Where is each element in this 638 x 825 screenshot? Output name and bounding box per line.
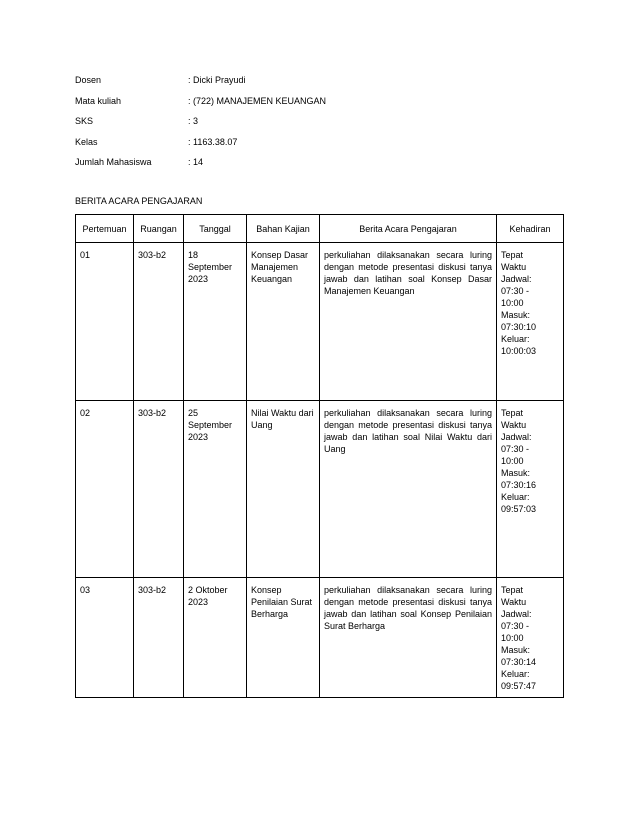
kehadiran-line: 07:30:16: [501, 480, 537, 490]
kehadiran-line: Keluar:: [501, 669, 530, 679]
info-value: : 14: [188, 157, 204, 167]
header-bahan-kajian: Bahan Kajian: [247, 215, 320, 243]
kehadiran-line: 10:00: [501, 456, 524, 466]
info-value: : 1163.38.07: [188, 136, 238, 147]
teaching-report-table: [75, 214, 564, 698]
cell-bahan-kajian: Konsep Penilaian Surat Berharga: [247, 578, 320, 698]
cell-kehadiran: [497, 578, 564, 698]
info-label: Jumlah Mahasiswa: [75, 157, 152, 167]
cell-ruangan: 303-b2: [134, 401, 184, 578]
info-row-kelas: [75, 137, 555, 158]
info-value: : (722) MANAJEMEN KEUANGAN: [188, 95, 327, 106]
cell-tanggal: 18 September 2023: [184, 243, 247, 401]
kehadiran-line: 10:00: [501, 298, 524, 308]
info-value: : 3: [188, 116, 199, 126]
kehadiran-line: 07:30 -: [501, 444, 530, 454]
kehadiran-line: Tepat: [501, 408, 524, 418]
kehadiran-line: 09:57:47: [501, 681, 537, 691]
cell-ruangan: 303-b2: [134, 578, 184, 698]
kehadiran-line: Masuk:: [501, 645, 531, 655]
header-pertemuan: Pertemuan: [76, 215, 134, 243]
kehadiran-line: Waktu: [501, 597, 527, 607]
header-berita-acara: Berita Acara Pengajaran: [320, 215, 497, 243]
cell-pertemuan: 02: [76, 401, 134, 578]
kehadiran-line: Jadwal:: [501, 609, 532, 619]
kehadiran-line: Waktu: [501, 262, 527, 272]
info-label: Mata kuliah: [75, 95, 122, 106]
cell-berita-acara: perkuliahan dilaksanakan secara luring dengan metode presentasi diskusi tanya jawab dan latihan soal Konsep Penilaian Surat Berharga: [320, 578, 497, 698]
info-row-jumlah-mahasiswa: [75, 157, 555, 178]
kehadiran-line: Masuk:: [501, 310, 531, 320]
kehadiran-line: Keluar:: [501, 492, 530, 502]
table-header-row: [76, 215, 564, 243]
info-value: : Dicki Prayudi: [188, 75, 246, 85]
info-row-mata-kuliah: [75, 96, 555, 117]
kehadiran-line: 09:57:03: [501, 504, 537, 514]
cell-pertemuan: 03: [76, 578, 134, 698]
course-info: [75, 75, 555, 178]
cell-bahan-kajian: Nilai Waktu dari Uang: [247, 401, 320, 578]
kehadiran-line: 07:30 -: [501, 286, 530, 296]
table-row: [76, 578, 564, 698]
cell-kehadiran: [497, 243, 564, 401]
cell-ruangan: 303-b2: [134, 243, 184, 401]
kehadiran-line: 07:30:10: [501, 322, 537, 332]
info-row-dosen: [75, 75, 555, 96]
header-ruangan: Ruangan: [134, 215, 184, 243]
kehadiran-line: 10:00:03: [501, 346, 537, 356]
kehadiran-line: 07:30 -: [501, 621, 530, 631]
kehadiran-line: Jadwal:: [501, 432, 532, 442]
section-title: BERITA ACARA PENGAJARAN: [75, 196, 203, 206]
kehadiran-line: Tepat: [501, 250, 524, 260]
cell-kehadiran: [497, 401, 564, 578]
cell-tanggal: 25 September 2023: [184, 401, 247, 578]
kehadiran-line: 10:00: [501, 633, 524, 643]
table-row: [76, 401, 564, 578]
cell-bahan-kajian: Konsep Dasar Manajemen Keuangan: [247, 243, 320, 401]
info-label: SKS: [75, 116, 94, 126]
cell-berita-acara: perkuliahan dilaksanakan secara luring dengan metode presentasi diskusi tanya jawab dan latihan soal Konsep Dasar Manajemen Keuangan: [320, 243, 497, 401]
kehadiran-line: 07:30:14: [501, 657, 537, 667]
header-tanggal: Tanggal: [184, 215, 247, 243]
cell-tanggal: 2 Oktober 2023: [184, 578, 247, 698]
kehadiran-line: Masuk:: [501, 468, 531, 478]
info-label: Kelas: [75, 136, 98, 147]
kehadiran-line: Keluar:: [501, 334, 530, 344]
kehadiran-line: Tepat: [501, 585, 524, 595]
header-kehadiran: Kehadiran: [497, 215, 564, 243]
kehadiran-line: Jadwal:: [501, 274, 532, 284]
table-row: [76, 243, 564, 401]
kehadiran-line: Waktu: [501, 420, 527, 430]
cell-pertemuan: 01: [76, 243, 134, 401]
info-label: Dosen: [75, 75, 102, 85]
cell-berita-acara: perkuliahan dilaksanakan secara luring dengan metode presentasi diskusi tanya jawab dan latihan soal Nilai Waktu dari Uang: [320, 401, 497, 578]
info-row-sks: [75, 116, 555, 137]
